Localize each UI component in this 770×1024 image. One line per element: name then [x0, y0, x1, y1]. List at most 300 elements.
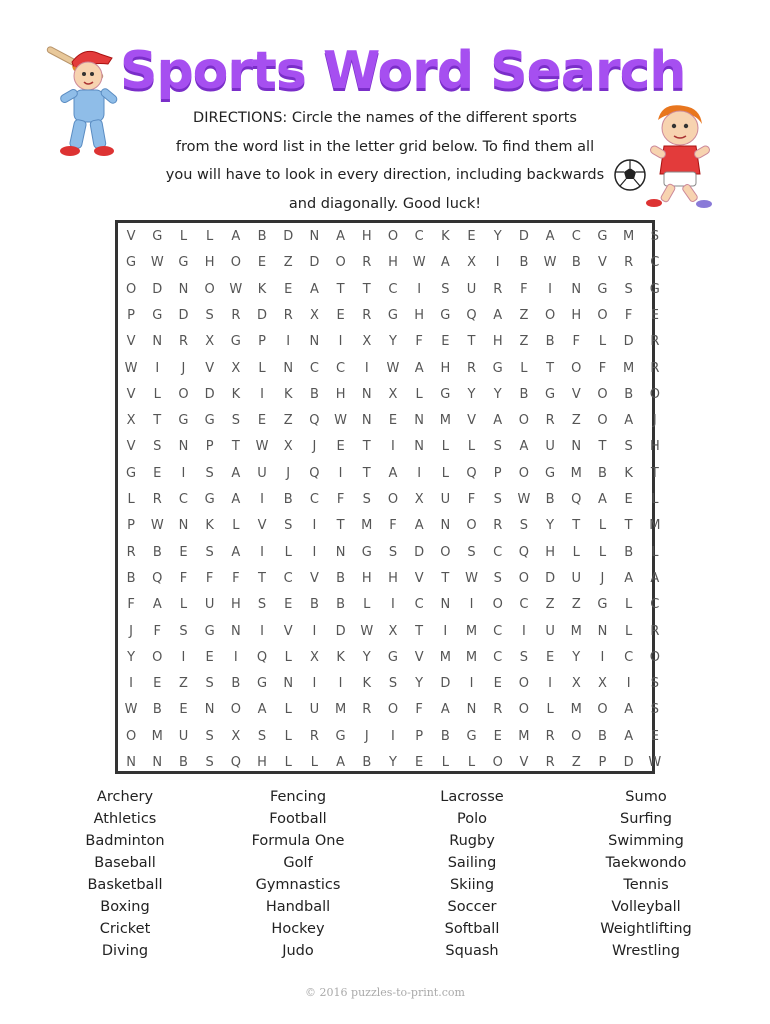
grid-letter: R — [650, 334, 660, 350]
grid-letter: T — [546, 360, 555, 376]
grid-row — [118, 750, 668, 776]
grid-letter: G — [256, 676, 268, 692]
grid-letter: N — [597, 623, 608, 639]
grid-letter: Z — [545, 597, 555, 613]
grid-letter: A — [231, 465, 241, 481]
grid-letter: Y — [388, 755, 397, 770]
grid-letter: B — [152, 702, 162, 718]
grid-letter: Z — [571, 413, 581, 429]
grid-letter: H — [545, 544, 555, 560]
grid-letter: N — [414, 439, 425, 455]
grid-letter: T — [336, 281, 345, 297]
grid-letter: V — [598, 255, 607, 271]
grid-letter: G — [597, 281, 608, 297]
grid-letter: O — [440, 544, 451, 560]
grid-letter: P — [127, 307, 136, 323]
grid-letter: O — [492, 597, 503, 613]
grid-letter: Z — [519, 307, 529, 323]
grid-letter: R — [624, 255, 634, 271]
grid-letter: H — [361, 570, 372, 586]
grid-letter: W — [360, 623, 374, 639]
grid-letter: G — [649, 281, 660, 297]
grid-letter: B — [598, 728, 607, 744]
grid-letter: N — [361, 413, 372, 429]
grid-letter: Q — [571, 492, 582, 507]
grid-letter: I — [312, 518, 317, 534]
grid-letter: E — [153, 676, 162, 692]
grid-letter: M — [151, 728, 163, 744]
grid-letter: E — [493, 728, 502, 744]
grid-letter: S — [493, 570, 502, 586]
grid-letter: B — [624, 544, 634, 560]
grid-letter: G — [466, 728, 477, 744]
grid-letter: I — [521, 623, 526, 639]
grid-letter: W — [412, 255, 426, 271]
grid-letter: O — [178, 386, 189, 402]
grid-letter: X — [283, 439, 293, 455]
grid-letter: A — [545, 229, 555, 244]
grid-row — [118, 592, 668, 618]
grid-letter: I — [338, 676, 343, 692]
grid-letter: D — [152, 281, 163, 297]
grid-row — [118, 277, 668, 303]
word-list-item: Rugby — [449, 833, 495, 849]
grid-letter: P — [127, 518, 136, 534]
grid-letter: F — [624, 307, 633, 323]
grid-letter: B — [257, 229, 267, 244]
grid-row — [118, 513, 668, 539]
grid-letter: W — [465, 570, 478, 586]
grid-letter: E — [336, 307, 345, 323]
word-list-item: Softball — [444, 921, 500, 937]
grid-row — [118, 645, 668, 671]
grid-letter: L — [232, 518, 240, 534]
grid-letter: M — [518, 728, 530, 744]
grid-letter: Y — [493, 229, 502, 244]
grid-letter: L — [284, 728, 292, 744]
grid-letter: V — [519, 755, 529, 770]
grid-letter: I — [181, 465, 186, 481]
grid-letter: D — [335, 623, 346, 639]
grid-letter: G — [387, 307, 398, 323]
grid-letter: H — [335, 386, 346, 402]
grid-letter: T — [153, 413, 162, 429]
word-list-item: Archery — [96, 789, 154, 805]
grid-letter: J — [600, 570, 605, 586]
word-list-item: Squash — [445, 943, 499, 959]
grid-letter: J — [364, 728, 369, 744]
grid-letter: L — [598, 518, 607, 534]
grid-letter: A — [231, 492, 241, 507]
grid-letter: E — [153, 465, 162, 481]
grid-letter: M — [439, 649, 451, 665]
grid-letter: R — [493, 518, 503, 534]
grid-letter: E — [415, 755, 424, 770]
grid-letter: S — [493, 439, 502, 455]
grid-letter: O — [387, 492, 399, 507]
grid-letter: A — [650, 570, 660, 586]
grid-letter: V — [126, 229, 136, 244]
grid-letter: G — [152, 307, 163, 323]
grid-letter: I — [312, 676, 317, 692]
word-list-item: Diving — [101, 943, 149, 959]
word-list-item: Football — [269, 811, 327, 827]
grid-letter: L — [363, 597, 371, 613]
grid-letter: R — [152, 492, 162, 507]
grid-letter: C — [283, 570, 293, 586]
grid-letter: S — [650, 676, 659, 692]
grid-letter: M — [623, 229, 635, 244]
grid-letter: B — [179, 755, 188, 770]
grid-letter: N — [571, 439, 582, 455]
grid-letter: B — [545, 334, 555, 350]
word-list-item: Cricket — [99, 921, 151, 937]
word-list-column-3 — [397, 786, 547, 962]
grid-letter: U — [309, 702, 320, 718]
grid-letter: S — [153, 439, 162, 455]
directions-line: you will have to look in every direction, including backwards — [165, 167, 605, 183]
grid-letter: Y — [546, 518, 555, 534]
grid-letter: W — [543, 255, 557, 271]
grid-letter: K — [283, 386, 293, 402]
grid-letter: L — [625, 623, 633, 639]
grid-letter: G — [178, 413, 189, 429]
grid-letter: F — [205, 570, 214, 586]
grid-letter: O — [152, 649, 163, 665]
grid-letter: B — [152, 544, 162, 560]
grid-letter: T — [258, 570, 266, 586]
grid-letter: B — [231, 676, 241, 692]
grid-letter: X — [309, 649, 319, 665]
grid-letter: D — [283, 229, 294, 244]
grid-letter: L — [441, 465, 449, 481]
grid-letter: D — [178, 307, 189, 323]
grid-letter: E — [650, 307, 659, 323]
grid-letter: R — [283, 307, 293, 323]
grid-letter: X — [231, 360, 241, 376]
grid-letter: Q — [230, 755, 241, 770]
grid-letter: O — [518, 465, 530, 481]
word-list-item: Gymnastics — [255, 877, 341, 893]
grid-letter: L — [153, 386, 161, 402]
grid-letter: T — [467, 334, 476, 350]
grid-letter: L — [284, 544, 292, 560]
grid-letter: A — [231, 544, 241, 560]
grid-letter: I — [260, 386, 264, 402]
grid-letter: N — [440, 597, 451, 613]
grid-letter: L — [467, 439, 476, 455]
grid-letter: M — [649, 518, 661, 534]
directions-line: and diagonally. Good luck! — [288, 195, 482, 212]
grid-letter: Z — [283, 413, 293, 429]
grid-letter: Q — [256, 649, 268, 665]
grid-letter: R — [650, 360, 660, 376]
grid-letter: D — [623, 334, 634, 350]
grid-letter: O — [335, 255, 346, 271]
grid-letter: N — [571, 281, 582, 297]
grid-letter: L — [284, 755, 292, 770]
grid-letter: R — [545, 413, 555, 429]
grid-letter: N — [309, 334, 320, 350]
grid-letter: F — [415, 334, 423, 350]
grid-letter: N — [152, 755, 163, 770]
grid-letter: S — [205, 728, 214, 744]
grid-letter: M — [334, 702, 347, 718]
grid-letter: A — [388, 465, 398, 481]
grid-letter: E — [336, 439, 345, 455]
grid-letter: D — [440, 676, 451, 692]
baseball-player-illustration — [42, 40, 128, 160]
copyright-footer: © 2016 puzzles-to-print.com — [305, 986, 465, 999]
grid-letter: O — [518, 676, 530, 692]
grid-letter: A — [624, 413, 634, 429]
word-list-item: Boxing — [100, 899, 150, 915]
grid-letter: W — [517, 492, 531, 507]
grid-letter: B — [519, 386, 529, 402]
grid-letter: M — [570, 702, 582, 718]
grid-letter: F — [572, 334, 581, 350]
grid-row — [118, 356, 668, 382]
grid-letter: M — [570, 623, 582, 639]
grid-letter: G — [597, 597, 608, 613]
grid-letter: N — [440, 518, 451, 534]
grid-letter: T — [336, 518, 345, 534]
word-list-item: Lacrosse — [440, 789, 504, 805]
grid-letter: G — [545, 386, 556, 402]
grid-letter: W — [150, 255, 164, 271]
grid-letter: S — [179, 623, 188, 639]
grid-letter: N — [466, 702, 477, 718]
grid-letter: N — [283, 676, 294, 692]
grid-row — [118, 619, 668, 645]
grid-letter: Z — [519, 334, 529, 350]
grid-letter: E — [179, 544, 188, 560]
grid-letter: N — [335, 544, 346, 560]
grid-letter: W — [124, 702, 138, 718]
grid-letter: O — [518, 702, 530, 718]
grid-letter: H — [388, 255, 398, 271]
grid-letter: B — [309, 386, 319, 402]
word-list-column-4 — [571, 786, 721, 962]
grid-row — [118, 566, 668, 592]
grid-letter: B — [624, 386, 634, 402]
grid-letter: N — [152, 334, 163, 350]
grid-row — [118, 671, 668, 697]
grid-letter: I — [181, 649, 186, 665]
grid-letter: R — [467, 360, 477, 376]
grid-letter: I — [391, 597, 395, 613]
grid-letter: W — [229, 281, 243, 297]
word-list-item: Soccer — [447, 899, 497, 915]
grid-letter: Q — [518, 544, 530, 560]
grid-letter: N — [178, 518, 189, 534]
grid-letter: X — [126, 413, 136, 429]
grid-letter: X — [467, 255, 476, 271]
grid-letter: N — [414, 413, 425, 429]
grid-letter: G — [387, 649, 398, 665]
grid-letter: Q — [466, 307, 477, 323]
grid-letter: X — [414, 492, 424, 507]
grid-letter: R — [650, 623, 660, 639]
grid-letter: J — [181, 360, 186, 376]
grid-letter: A — [152, 597, 162, 613]
grid-letter: A — [624, 570, 634, 586]
grid-letter: B — [519, 255, 529, 271]
grid-letter: P — [258, 334, 266, 350]
grid-letter: G — [204, 623, 215, 639]
grid-letter: S — [205, 676, 214, 692]
grid-letter: P — [415, 728, 424, 744]
grid-letter: G — [178, 255, 189, 271]
grid-letter: L — [179, 597, 188, 613]
grid-letter: G — [204, 413, 215, 429]
grid-letter: O — [597, 702, 608, 718]
grid-letter: L — [598, 334, 607, 350]
grid-letter: S — [650, 702, 659, 718]
grid-letter: I — [417, 465, 422, 481]
grid-letter: S — [205, 755, 214, 770]
grid-letter: U — [545, 623, 555, 639]
grid-letter: S — [284, 518, 293, 534]
word-list-item: Fencing — [269, 789, 327, 805]
grid-letter: H — [257, 755, 267, 770]
grid-letter: H — [388, 570, 398, 586]
grid-letter: D — [257, 307, 268, 323]
word-list-column-1 — [50, 786, 200, 962]
grid-letter: S — [493, 492, 502, 507]
grid-letter: F — [415, 702, 423, 718]
word-list-item: Athletics — [93, 811, 157, 827]
grid-letter: O — [571, 360, 582, 376]
grid-letter: Z — [571, 597, 581, 613]
grid-letter: H — [492, 334, 503, 350]
grid-letter: Y — [362, 649, 371, 665]
grid-letter: T — [650, 465, 659, 481]
grid-letter: H — [361, 229, 372, 244]
grid-letter: O — [518, 413, 530, 429]
grid-letter: V — [414, 649, 424, 665]
grid-letter: I — [469, 597, 474, 613]
grid-letter: X — [309, 307, 319, 323]
grid-letter: O — [649, 386, 660, 402]
grid-letter: S — [650, 229, 659, 244]
grid-letter: S — [205, 307, 214, 323]
grid-letter: C — [178, 492, 188, 507]
grid-letter: I — [548, 676, 553, 692]
word-list-item: Sumo — [625, 789, 667, 805]
grid-letter: J — [652, 413, 657, 429]
grid-letter: H — [571, 307, 582, 323]
grid-letter: D — [309, 255, 320, 271]
grid-letter: V — [283, 623, 293, 639]
grid-letter: C — [571, 229, 581, 244]
grid-letter: H — [230, 597, 241, 613]
grid-letter: D — [623, 755, 634, 770]
grid-letter: A — [493, 307, 503, 323]
grid-letter: E — [284, 597, 293, 613]
grid-letter: B — [362, 755, 372, 770]
grid-letter: L — [441, 439, 449, 455]
grid-letter: V — [126, 334, 136, 350]
grid-letter: J — [286, 465, 291, 481]
grid-letter: X — [571, 676, 581, 692]
grid-letter: P — [493, 465, 502, 481]
grid-letter: X — [205, 334, 215, 350]
grid-letter: Z — [571, 755, 581, 770]
grid-letter: Q — [466, 465, 477, 481]
grid-letter: K — [441, 229, 450, 244]
grid-letter: R — [309, 728, 319, 744]
grid-letter: A — [624, 728, 634, 744]
grid-letter: G — [492, 360, 503, 376]
soccer-player-illustration — [640, 100, 720, 214]
grid-letter: Y — [127, 649, 136, 665]
grid-letter: C — [414, 229, 424, 244]
grid-letter: L — [415, 386, 423, 402]
grid-letter: X — [231, 728, 241, 744]
word-list-item: Formula One — [251, 833, 345, 849]
grid-letter: V — [309, 570, 319, 586]
grid-letter: O — [125, 728, 137, 744]
grid-letter: I — [260, 492, 264, 507]
grid-letter: T — [441, 570, 450, 586]
grid-letter: C — [519, 597, 529, 613]
grid-row — [118, 250, 668, 276]
grid-letter: A — [519, 439, 529, 455]
grid-letter: A — [440, 702, 450, 718]
grid-letter: P — [205, 439, 214, 455]
grid-letter: X — [362, 334, 372, 350]
grid-letter: R — [362, 702, 372, 718]
grid-letter: C — [493, 544, 503, 560]
grid-row — [118, 303, 668, 329]
grid-row — [118, 434, 668, 460]
grid-letter: G — [440, 386, 451, 402]
grid-letter: V — [571, 386, 581, 402]
grid-letter: H — [414, 307, 425, 323]
grid-letter: K — [362, 676, 372, 692]
grid-row — [118, 224, 668, 250]
grid-letter: O — [649, 649, 660, 665]
grid-letter: U — [571, 570, 582, 586]
grid-letter: I — [495, 255, 500, 271]
grid-letter: F — [467, 492, 476, 507]
letter-grid — [115, 220, 662, 774]
grid-letter: G — [126, 465, 137, 481]
grid-letter: G — [230, 334, 241, 350]
grid-letter: B — [571, 255, 581, 271]
grid-letter: U — [204, 597, 215, 613]
word-list-item: Wrestling — [612, 943, 680, 959]
grid-letter: T — [415, 623, 424, 639]
grid-letter: G — [545, 465, 556, 481]
grid-letter: O — [597, 413, 608, 429]
grid-letter: R — [545, 728, 555, 744]
grid-letter: G — [361, 544, 372, 560]
grid-letter: R — [493, 281, 503, 297]
grid-letter: F — [127, 597, 135, 613]
grid-letter: V — [126, 386, 136, 402]
grid-letter: S — [205, 544, 214, 560]
grid-letter: L — [598, 544, 607, 560]
grid-letter: E — [493, 676, 502, 692]
grid-letter: K — [205, 518, 214, 534]
grid-letter: I — [391, 439, 395, 455]
grid-letter: D — [414, 544, 425, 560]
word-list-column-2 — [223, 786, 373, 962]
grid-letter: Y — [388, 334, 397, 350]
grid-letter: T — [231, 439, 240, 455]
